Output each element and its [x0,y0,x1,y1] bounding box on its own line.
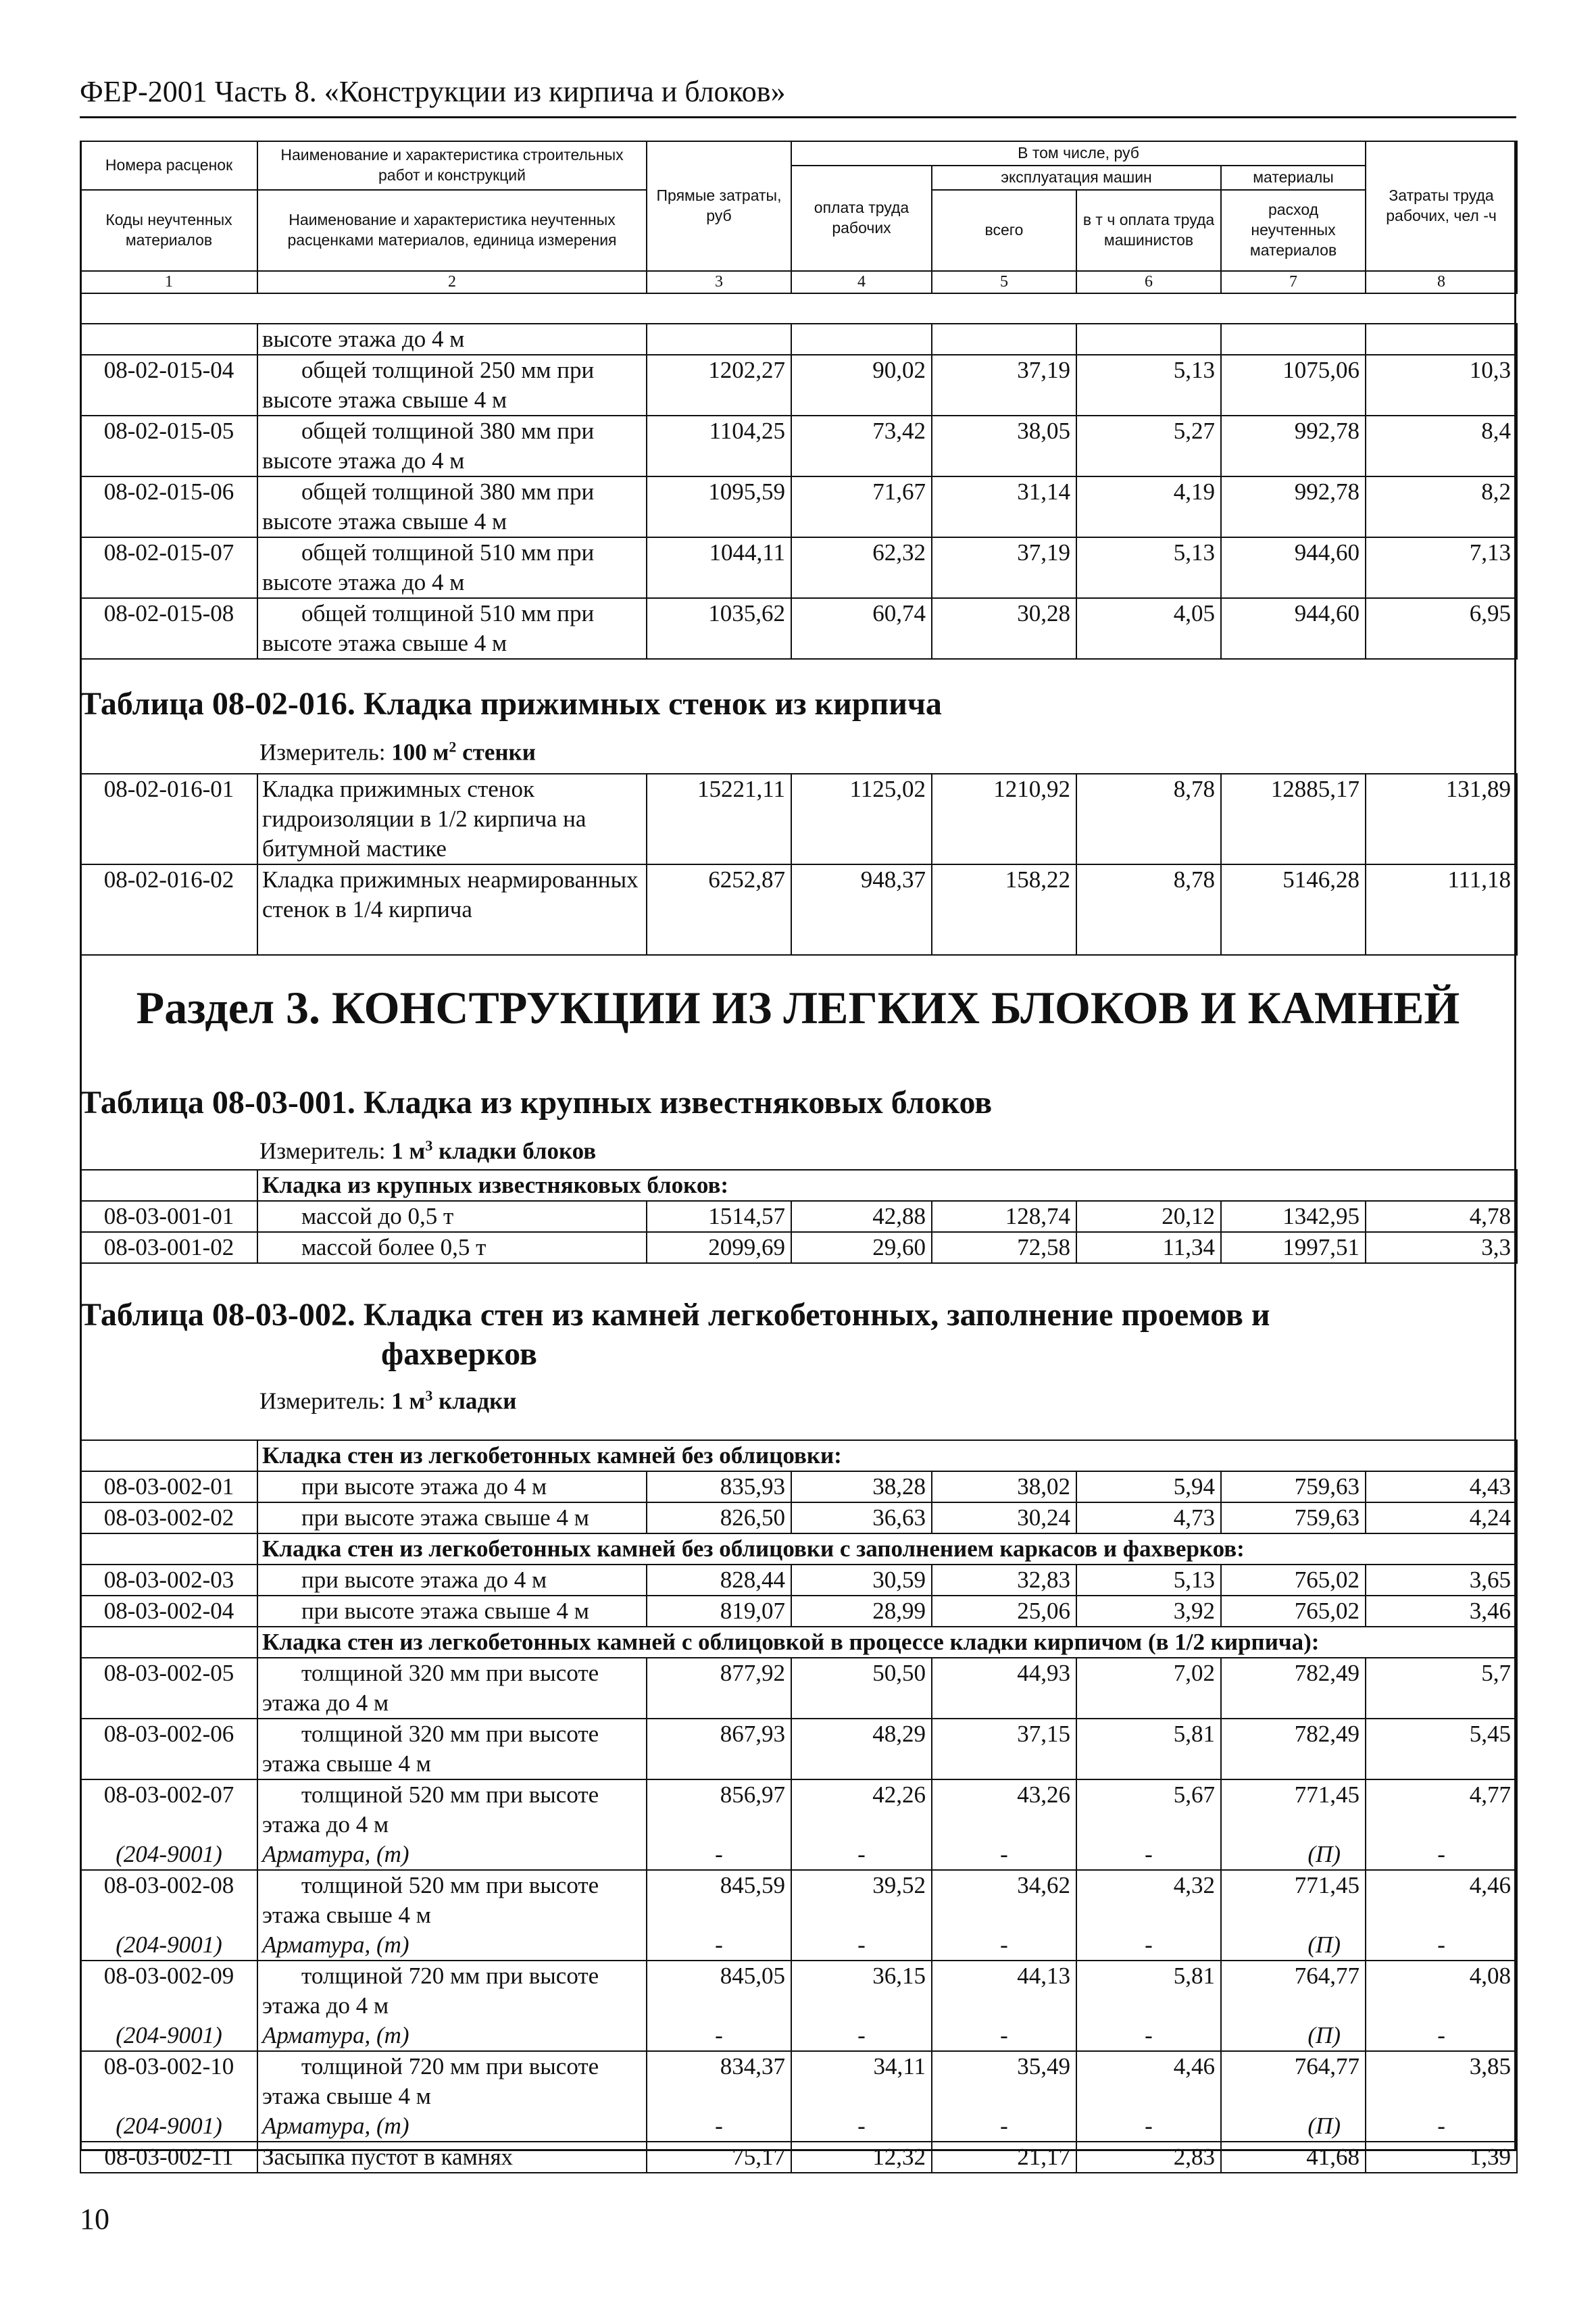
description-line: высоте этажа свыше 4 м [262,387,507,413]
table-row [80,476,1517,537]
cost-value: 30,59 [791,1565,932,1596]
header-wages: оплата труда рабочих [791,166,932,271]
rate-code: 08-02-015-08 [80,598,257,659]
description-line: этажа свыше 4 м [262,2083,431,2109]
header-rule [80,116,1516,118]
table-08-03-002 [80,1439,1518,2173]
cost-value: 5,13 [1076,355,1221,416]
rate-code: 08-03-002-03 [80,1565,257,1596]
cost-value: 4,19 [1076,476,1221,537]
table-row [80,1870,1517,1930]
column-number: 1 [80,271,257,293]
cost-value: 4,08 [1366,1961,1517,2021]
table-08-03-001 [80,1169,1518,1264]
material-value: - [647,2021,791,2051]
material-value: (П) [1221,2111,1366,2142]
rate-code: 08-03-002-09 [80,1961,257,2021]
cost-value: 764,77 [1221,1961,1366,2021]
cost-value: 944,60 [1221,537,1366,598]
cost-value: 31,14 [932,476,1076,537]
rate-code: 08-03-002-11 [80,2142,257,2173]
table-meter: Измеритель: 1 $м^3$ кладки [259,1387,517,1414]
header-labor: Затраты труда рабочих, чел -ч [1366,141,1517,271]
cost-value: 8,78 [1076,774,1221,864]
description-line: высоте этажа до 4 м [262,569,465,595]
header-machines: эксплуатация машин [932,166,1221,190]
cost-value: 856,97 [647,1779,791,1840]
cost-value: 5,13 [1076,537,1221,598]
material-row [80,1840,1517,1870]
cost-value: 1342,95 [1221,1201,1366,1232]
rate-code: 08-03-002-10 [80,2051,257,2111]
cost-value: 128,74 [932,1201,1076,1232]
cost-value: 72,58 [932,1232,1076,1263]
row-description [257,598,647,659]
material-value: - [647,2111,791,2142]
description-line: этажа до 4 м [262,1992,389,2019]
cost-value: 32,83 [932,1565,1076,1596]
cost-value: 5,45 [1366,1719,1517,1779]
description-line: высоте этажа свыше 4 м [262,630,507,656]
cost-value: 5,67 [1076,1779,1221,1840]
rate-code: 08-02-016-01 [80,774,257,864]
cost-value: 3,65 [1366,1565,1517,1596]
cost-value: 828,44 [647,1565,791,1596]
description-line: толщиной 520 мм при высоте [301,1781,599,1808]
material-value: - [1366,2021,1517,2051]
material-value: - [932,2021,1076,2051]
rate-code: 08-03-002-07 [80,1779,257,1840]
cost-value: 73,42 [791,416,932,476]
cost-value: 3,85 [1366,2051,1517,2111]
page-number: 10 [80,2202,109,2236]
rate-code: 08-02-015-07 [80,537,257,598]
table-row [80,355,1517,416]
cost-value: 1035,62 [647,598,791,659]
cost-value: 5,13 [1076,1565,1221,1596]
description-line: общей толщиной 380 мм при [301,418,595,444]
cost-value: 29,60 [791,1232,932,1263]
rate-code: 08-03-002-01 [80,1471,257,1502]
column-number: 3 [647,271,791,293]
cost-value: 3,92 [1076,1596,1221,1627]
group-heading: Кладка стен из легкобетонных камней без облицовки: [257,1440,1517,1471]
header-machinist-wages: в т ч оплата труда машинистов [1076,190,1221,271]
cost-value: 7,13 [1366,537,1517,598]
description-line: толщиной 320 мм при высоте [301,1660,599,1686]
cost-value: 50,50 [791,1658,932,1719]
material-value: - [791,2021,932,2051]
cost-value: 37,19 [932,355,1076,416]
cost-value: 4,32 [1076,1870,1221,1930]
row-description [257,2051,647,2111]
material-value: (П) [1221,1930,1366,1961]
cost-value: 948,37 [791,864,932,955]
cost-value: 6252,87 [647,864,791,955]
row-description: при высоте этажа свыше 4 м [257,1502,647,1533]
cost-value: 37,15 [932,1719,1076,1779]
cost-value: 7,02 [1076,1658,1221,1719]
cost-value: 8,78 [1076,864,1221,955]
column-number: 6 [1076,271,1221,293]
description-line: этажа свыше 4 м [262,1902,431,1928]
cost-value: 6,95 [1366,598,1517,659]
cost-value: 3,3 [1366,1232,1517,1263]
cost-value: 37,19 [932,537,1076,598]
cost-value: 1202,27 [647,355,791,416]
material-row [80,2021,1517,2051]
section-title: Раздел 3. КОНСТРУКЦИИ ИЗ ЛЕГКИХ БЛОКОВ И КАМНЕЙ [136,982,1460,1033]
rate-code: 08-03-002-05 [80,1658,257,1719]
cost-value: 42,26 [791,1779,932,1840]
description-line: толщиной 320 мм при высоте [301,1721,599,1747]
description-line: общей толщиной 380 мм при [301,478,595,505]
cost-value: 2099,69 [647,1232,791,1263]
cost-value: 44,13 [932,1961,1076,2021]
table-row [80,2051,1517,2111]
table-meter: Измеритель: 100 $м^2$ стенки [259,738,536,766]
cost-value: 1044,11 [647,537,791,598]
header-material-use: расход неучтенных материалов [1221,190,1366,271]
cost-value: 131,89 [1366,774,1517,864]
cost-value: 867,93 [647,1719,791,1779]
group-heading: Кладка стен из легкобетонных камней без облицовки с заполнением каркасов и фахверков: [257,1533,1517,1565]
description-line: высоте этажа до 4 м [262,447,465,474]
cost-value: 845,59 [647,1870,791,1930]
material-value: (П) [1221,2021,1366,2051]
description-line: высоте этажа свыше 4 м [262,508,507,535]
material-name: Арматура, (т) [257,1930,647,1961]
cost-value: 38,05 [932,416,1076,476]
table-row [80,1201,1517,1232]
rate-code: 08-03-002-02 [80,1502,257,1533]
cost-value: 819,07 [647,1596,791,1627]
row-description: Кладка прижимных неармированных стенок в 1/4 кирпича [257,864,647,955]
cost-value: 826,50 [647,1502,791,1533]
column-number: 8 [1366,271,1517,293]
material-value: - [791,2111,932,2142]
rate-code: 08-03-002-06 [80,1719,257,1779]
rate-code: 08-02-015-04 [80,355,257,416]
cost-value: 4,46 [1076,2051,1221,2111]
material-value: - [932,1840,1076,1870]
group-heading-row [80,1440,1517,1471]
row-description [257,1961,647,2021]
table-row [80,1658,1517,1719]
description-line: толщиной 720 мм при высоте [301,1963,599,1989]
column-number: 7 [1221,271,1366,293]
row-description [257,1870,647,1930]
cost-value: 1104,25 [647,416,791,476]
cost-value: 111,18 [1366,864,1517,955]
description-line: общей толщиной 510 мм при [301,600,595,626]
table-row [80,1596,1517,1627]
header-direct-costs: Прямые затраты, руб [647,141,791,271]
material-row [80,2111,1517,2142]
cost-value: 10,3 [1366,355,1517,416]
table-row [80,774,1517,864]
cost-value: 42,88 [791,1201,932,1232]
description-line: толщиной 520 мм при высоте [301,1872,599,1898]
description-line: общей толщиной 250 мм при [301,357,595,383]
cost-value: 5,81 [1076,1719,1221,1779]
group-heading-row [80,1170,1517,1201]
material-value: - [647,1840,791,1870]
cost-value: 1,39 [1366,2142,1517,2173]
table-row [80,1232,1517,1263]
material-code: (204-9001) [80,1840,257,1870]
cost-value: 71,67 [791,476,932,537]
group-heading: Кладка стен из легкобетонных камней с облицовкой в процессе кладки кирпичом (в 1/2 кирпича): [257,1627,1517,1658]
cost-value: 845,05 [647,1961,791,2021]
row-description: при высоте этажа до 4 м [257,1565,647,1596]
cost-value: 765,02 [1221,1565,1366,1596]
cost-value: 835,93 [647,1471,791,1502]
material-name: Арматура, (т) [257,1840,647,1870]
material-value: - [791,1930,932,1961]
cost-value: 60,74 [791,598,932,659]
cost-value: 38,02 [932,1471,1076,1502]
cost-value: 11,34 [1076,1232,1221,1263]
cost-value: 992,78 [1221,476,1366,537]
header-group: В том числе, руб [791,141,1366,166]
description-line: этажа свыше 4 м [262,1750,431,1777]
header-material-names: Наименование и характеристика неучтенных расценками материалов, единица измерения [257,190,647,271]
cost-value: 158,22 [932,864,1076,955]
cost-value: 4,05 [1076,598,1221,659]
rate-code: 08-03-002-04 [80,1596,257,1627]
cost-value: 12,32 [791,2142,932,2173]
cost-value: 1210,92 [932,774,1076,864]
table-row [80,416,1517,476]
rate-code: 08-03-002-08 [80,1870,257,1930]
cost-value: 5,27 [1076,416,1221,476]
cost-value: 2,83 [1076,2142,1221,2173]
cost-value: 8,2 [1366,476,1517,537]
material-code: (204-9001) [80,1930,257,1961]
table-row [80,1565,1517,1596]
cost-value: 771,45 [1221,1870,1366,1930]
table-row [80,1961,1517,2021]
table-title-continued: фахверков [381,1336,537,1372]
column-number: 5 [932,271,1076,293]
cost-value: 43,26 [932,1779,1076,1840]
cost-value: 5,7 [1366,1658,1517,1719]
material-value: - [647,1930,791,1961]
material-value: - [932,2111,1076,2142]
cost-value: 15221,11 [647,774,791,864]
material-value: (П) [1221,1840,1366,1870]
table-08-02-016 [80,773,1518,956]
group-heading-row [80,1533,1517,1565]
material-code: (204-9001) [80,2111,257,2142]
material-value: - [1366,1840,1517,1870]
material-name: Арматура, (т) [257,2111,647,2142]
cost-value: 765,02 [1221,1596,1366,1627]
material-value: - [1366,2111,1517,2142]
material-value: - [1076,2021,1221,2051]
row-description [257,1719,647,1779]
table-title: Таблица 08-03-002. Кладка стен из камней легкобетонных, заполнение проемов и [80,1297,1270,1333]
header-machines-total: всего [932,190,1076,271]
material-value: - [1076,1840,1221,1870]
cost-value: 782,49 [1221,1658,1366,1719]
header-materials: материалы [1221,166,1366,190]
row-description [257,537,647,598]
cost-value: 48,29 [791,1719,932,1779]
table-row [80,1719,1517,1779]
material-value: - [1076,1930,1221,1961]
cost-value: 4,46 [1366,1870,1517,1930]
table-title: Таблица 08-02-016. Кладка прижимных стенок из кирпича [80,686,942,722]
cost-value: 1095,59 [647,476,791,537]
cost-value: 30,24 [932,1502,1076,1533]
row-description: Кладка прижимных стенок гидроизоляции в 1/2 кирпича на битумной мастике [257,774,647,864]
row-description [257,1779,647,1840]
cost-value: 4,77 [1366,1779,1517,1840]
material-value: - [1076,2111,1221,2142]
table-08-02-015 [80,323,1518,660]
table-title: Таблица 08-03-001. Кладка из крупных известняковых блоков [80,1085,993,1121]
cost-value: 41,68 [1221,2142,1366,2173]
cost-value: 759,63 [1221,1471,1366,1502]
table-row [80,324,1517,355]
cost-value: 764,77 [1221,2051,1366,2111]
table-row [80,2142,1517,2173]
row-description [257,1658,647,1719]
cost-value: 36,63 [791,1502,932,1533]
table-meter: Измеритель: 1 $м^3$ кладки блоков [259,1137,597,1164]
column-number: 4 [791,271,932,293]
cost-value: 35,49 [932,2051,1076,2111]
row-description [257,476,647,537]
cost-value: 90,02 [791,355,932,416]
cost-value: 39,52 [791,1870,932,1930]
cost-value: 1125,02 [791,774,932,864]
table-row [80,864,1517,955]
page-header: ФЕР-2001 Часть 8. «Конструкции из кирпича и блоков» [80,75,786,108]
row-description: при высоте этажа до 4 м [257,1471,647,1502]
table-row [80,1779,1517,1840]
material-row [80,1930,1517,1961]
cost-value: 1514,57 [647,1201,791,1232]
cost-value: 44,93 [932,1658,1076,1719]
table-row [80,537,1517,598]
cost-value: 20,12 [1076,1201,1221,1232]
cost-value: 75,17 [647,2142,791,2173]
cost-value: 834,37 [647,2051,791,2111]
cost-value: 5,94 [1076,1471,1221,1502]
cost-value: 34,11 [791,2051,932,2111]
cost-value: 5146,28 [1221,864,1366,955]
row-description [257,416,647,476]
row-description: Засыпка пустот в камнях [257,2142,647,2173]
cost-value: 25,06 [932,1596,1076,1627]
cost-value: 4,78 [1366,1201,1517,1232]
cost-value: 782,49 [1221,1719,1366,1779]
description-line: общей толщиной 510 мм при [301,539,595,566]
row-description: высоте этажа до 4 м [257,324,647,355]
row-description [257,355,647,416]
header-material-codes: Коды неучтенных материалов [80,190,257,271]
cost-value: 12885,17 [1221,774,1366,864]
table-row [80,598,1517,659]
cost-value: 771,45 [1221,1779,1366,1840]
material-value: - [791,1840,932,1870]
cost-value: 3,46 [1366,1596,1517,1627]
description-line: этажа до 4 м [262,1811,389,1838]
rate-code: 08-03-001-01 [80,1201,257,1232]
header-rate-number: Номера расценок [80,141,257,190]
cost-value: 28,99 [791,1596,932,1627]
group-heading-row [80,1627,1517,1658]
row-description: массой более 0,5 т [257,1232,647,1263]
cost-value: 1997,51 [1221,1232,1366,1263]
table-row [80,1502,1517,1533]
row-description: при высоте этажа свыше 4 м [257,1596,647,1627]
table-row [80,1471,1517,1502]
material-name: Арматура, (т) [257,2021,647,2051]
cost-value: 36,15 [791,1961,932,2021]
rate-code: 08-02-015-05 [80,416,257,476]
cost-value: 4,24 [1366,1502,1517,1533]
cost-value: 4,43 [1366,1471,1517,1502]
group-heading: Кладка из крупных известняковых блоков: [257,1170,1517,1201]
cost-value: 30,28 [932,598,1076,659]
rate-code: 08-02-016-02 [80,864,257,955]
cost-value: 992,78 [1221,416,1366,476]
cost-value: 8,4 [1366,416,1517,476]
description-line: толщиной 720 мм при высоте [301,2053,599,2079]
material-value: - [932,1930,1076,1961]
description-line: этажа до 4 м [262,1690,389,1716]
cost-value: 34,62 [932,1870,1076,1930]
cost-value: 62,32 [791,537,932,598]
rate-code: 08-03-001-02 [80,1232,257,1263]
cost-value: 877,92 [647,1658,791,1719]
row-description: массой до 0,5 т [257,1201,647,1232]
header-work-name: Наименование и характеристика строительных работ и конструкций [257,141,647,190]
material-code: (204-9001) [80,2021,257,2051]
cost-value: 1075,06 [1221,355,1366,416]
column-header [80,141,1518,294]
cost-value: 38,28 [791,1471,932,1502]
cost-value: 4,73 [1076,1502,1221,1533]
rate-code: 08-02-015-06 [80,476,257,537]
material-value: - [1366,1930,1517,1961]
cost-value: 21,17 [932,2142,1076,2173]
cost-value: 759,63 [1221,1502,1366,1533]
cost-value: 944,60 [1221,598,1366,659]
cost-value: 5,81 [1076,1961,1221,2021]
column-number: 2 [257,271,647,293]
